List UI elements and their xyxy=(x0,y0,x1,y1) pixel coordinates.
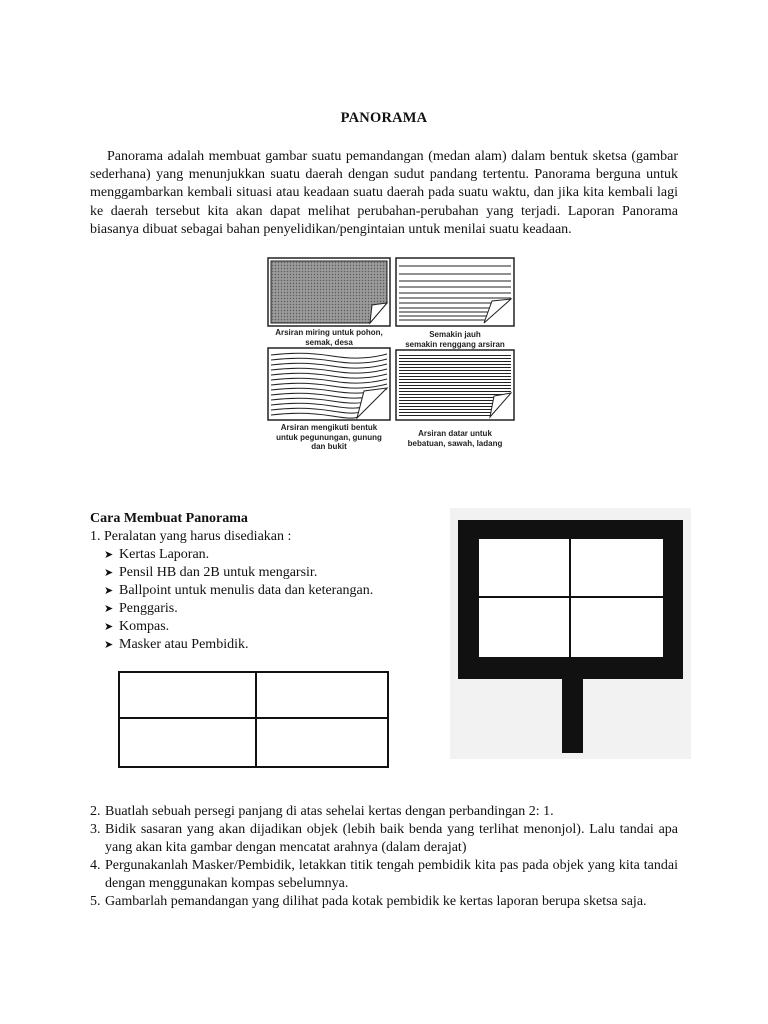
viewfinder-illustration xyxy=(450,508,691,759)
hatch-caption-3: Arsiran mengikuti bentuk untuk pegunungan, gunung dan bukit xyxy=(276,423,382,451)
step-number: 3. xyxy=(90,822,101,837)
tool-label: Kompas. xyxy=(119,619,170,634)
arrow-bullet-icon: ➤ xyxy=(104,638,114,651)
page-title: PANORAMA xyxy=(340,110,428,126)
arrow-bullet-icon: ➤ xyxy=(104,620,114,633)
hatch-panel-distance xyxy=(396,258,514,326)
steps-list xyxy=(90,803,678,911)
hatch-caption-4: Arsiran datar untuk bebatuan, sawah, ladang xyxy=(407,429,503,448)
list-item xyxy=(90,803,678,821)
tool-label: Pensil HB dan 2B untuk mengarsir. xyxy=(119,565,318,580)
list-item xyxy=(104,564,373,582)
list-item xyxy=(104,636,373,654)
section-title: Cara Membuat Panorama xyxy=(90,511,248,526)
list-item xyxy=(90,893,678,911)
step-text: Gambarlah pemandangan yang dilihat pada kotak pembidik ke kertas laporan berupa sketsa saja. xyxy=(105,894,647,909)
hatch-panel-contour xyxy=(268,348,390,420)
tool-label: Penggaris. xyxy=(119,601,178,616)
step-text: Bidik sasaran yang akan dijadikan objek (lebih baik benda yang terlihat menonjol). Lalu tandai apa yang akan kita gambar dengan mencatat arahnya (dalam derajat) xyxy=(105,822,678,855)
step-text: Pergunakanlah Masker/Pembidik, letakkan titik tengah pembidik kita pas pada objek yang kita tandai dengan menggunakan kompas sebelumnya. xyxy=(105,858,678,891)
list-item xyxy=(104,582,373,600)
hatch-panel-oblique xyxy=(268,258,390,326)
step-text: Buatlah sebuah persegi panjang di atas sehelai kertas dengan perbandingan 2: 1. xyxy=(105,804,554,819)
list-item xyxy=(104,618,373,636)
hatch-caption-1: Arsiran miring untuk pohon, semak, desa xyxy=(275,328,383,347)
arrow-bullet-icon: ➤ xyxy=(104,548,114,561)
arrow-bullet-icon: ➤ xyxy=(104,584,114,597)
tool-label: Masker atau Pembidik. xyxy=(119,637,249,652)
grid-horizontal-divider xyxy=(120,717,387,719)
panorama-grid-sketch xyxy=(118,671,389,768)
tools-intro: 1. Peralatan yang harus disediakan : xyxy=(90,529,292,544)
arrow-bullet-icon: ➤ xyxy=(104,602,114,615)
viewfinder-icon xyxy=(450,508,691,759)
list-item xyxy=(104,600,373,618)
list-item xyxy=(90,821,678,857)
tools-list xyxy=(104,546,373,654)
list-item xyxy=(90,857,678,893)
step-number: 5. xyxy=(90,894,101,909)
step-number: 2. xyxy=(90,804,101,819)
step-number: 4. xyxy=(90,858,101,873)
hatching-figure xyxy=(262,255,518,455)
intro-paragraph: Panorama adalah membuat gambar suatu pemandangan (medan alam) dalam bentuk sketsa (gambar sederhana) yang menunjukkan suatu daerah dengan sudut pandang tertentu. Panorama berguna untuk menggambarkan kembali situasi atau keadaan suatu daerah pada suatu waktu, dan jika kita kembali lagi ke daerah tersebut kita akan dapat melihat perubahan-perubahan yang terjadi. Laporan Panorama biasanya dibuat sebagai bahan penyelidikan/pengintaian untuk menilai suatu keadaan. xyxy=(90,149,678,237)
tool-label: Ballpoint untuk menulis data dan keterangan. xyxy=(119,583,374,598)
hatch-panel-flat xyxy=(396,350,514,420)
arrow-bullet-icon: ➤ xyxy=(104,566,114,579)
list-item xyxy=(104,546,373,564)
grid-vertical-divider xyxy=(255,673,257,766)
tool-label: Kertas Laporan. xyxy=(119,547,210,562)
hatch-caption-2: Semakin jauh semakin renggang arsiran xyxy=(405,330,505,349)
